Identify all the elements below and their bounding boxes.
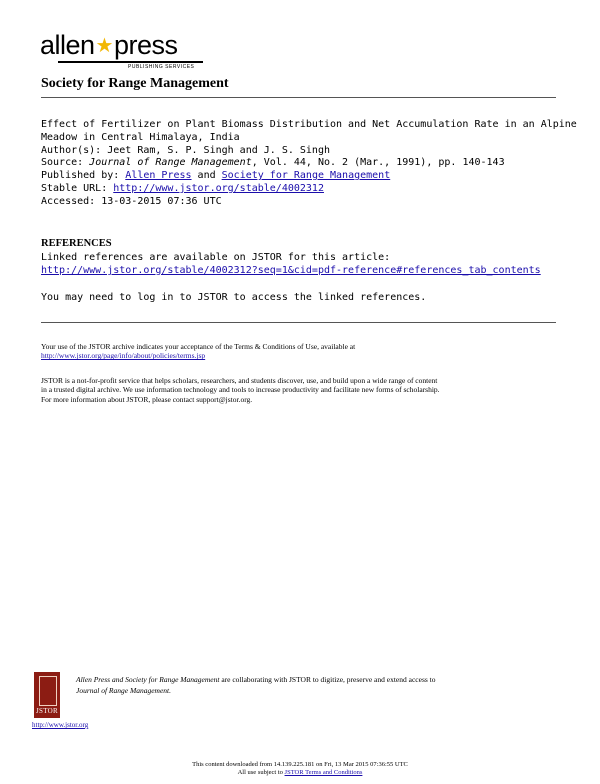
authors-line: Author(s): Jeet Ram, S. P. Singh and J. S. Singh xyxy=(41,144,330,156)
accessed-line: Accessed: 13-03-2015 07:36 UTC xyxy=(41,195,222,207)
references-divider xyxy=(41,322,556,323)
references-block xyxy=(41,251,541,277)
collaboration-note: Allen Press and Society for Range Management are collaborating with JSTOR to digitize, preserve and extend access to Journal of Range Management. xyxy=(76,675,436,695)
jstor-logo-label: JSTOR xyxy=(36,707,58,715)
published-by-line: Published by: Allen Press and Society for Range Management xyxy=(41,170,391,182)
footer-terms-link[interactable]: JSTOR Terms and Conditions xyxy=(284,769,363,776)
star-icon: ★ xyxy=(95,35,113,57)
source-line: Source: Journal of Range Management, Vol. 44, No. 2 (Mar., 1991), pp. 140-143 xyxy=(41,157,505,169)
terms-link[interactable]: http://www.jstor.org/page/info/about/policies/terms.jsp xyxy=(41,351,206,361)
jstor-logo-icon xyxy=(34,672,60,718)
terms-notice xyxy=(41,342,561,361)
about-line1: JSTOR is a not-for-profit service that helps scholars, researchers, and students discover, use, and build upon a wide range of content xyxy=(41,376,438,385)
stable-url-link[interactable]: http://www.jstor.org/stable/4002312 xyxy=(113,182,324,194)
references-heading: REFERENCES xyxy=(41,238,112,249)
society-name: Society for Range Management xyxy=(41,76,229,91)
jstor-emblem xyxy=(39,676,57,706)
references-text: Linked references are available on JSTOR for this article: xyxy=(41,252,391,263)
about-line3: For more information about JSTOR, please contact support@jstor.org. xyxy=(41,394,253,404)
citation-block xyxy=(41,119,577,209)
publisher-link-srm[interactable]: Society for Range Management xyxy=(221,170,391,182)
jstor-about xyxy=(41,376,561,404)
logo-word-allen: allen xyxy=(40,30,95,60)
about-line2: in a trusted digital archive. We use information technology and tools to increase productivity and facilitate new forms of scholarship. xyxy=(41,385,440,395)
terms-line: Your use of the JSTOR archive indicates your acceptance of the Terms & Conditions of Use, available at xyxy=(41,342,356,351)
allen-press-logo xyxy=(40,30,210,70)
logo-underline xyxy=(58,61,203,63)
footer-line1: This content downloaded from 14.139.225.181 on Fri, 13 Mar 2015 07:36:55 UTC xyxy=(192,761,408,768)
article-title-line2: Meadow in Central Himalaya, India xyxy=(41,131,240,143)
stable-url-line: Stable URL: http://www.jstor.org/stable/4002312 xyxy=(41,182,324,194)
jstor-home-link[interactable]: http://www.jstor.org xyxy=(32,721,89,729)
publisher-link-allen-press[interactable]: Allen Press xyxy=(125,170,192,182)
download-footer xyxy=(0,761,600,777)
collab-journal: Journal of Range Management. xyxy=(76,686,171,695)
journal-name: Journal of Range Management xyxy=(89,157,252,169)
logo-subtitle: PUBLISHING SERVICES xyxy=(128,64,195,70)
collab-publishers: Allen Press and Society for Range Management xyxy=(76,675,220,684)
logo-word-press: press xyxy=(113,30,178,60)
jstor-home-link-wrap xyxy=(32,721,88,729)
header-divider xyxy=(41,97,556,98)
login-note: You may need to log in to JSTOR to access the linked references. xyxy=(41,292,427,303)
article-title-line1: Effect of Fertilizer on Plant Biomass Distribution and Net Accumulation Rate in an Alpine xyxy=(41,119,577,130)
footer-line2: All use subject to JSTOR Terms and Conditions xyxy=(237,769,363,776)
references-link[interactable]: http://www.jstor.org/stable/4002312?seq=1&cid=pdf-reference#references_tab_contents xyxy=(41,265,541,276)
